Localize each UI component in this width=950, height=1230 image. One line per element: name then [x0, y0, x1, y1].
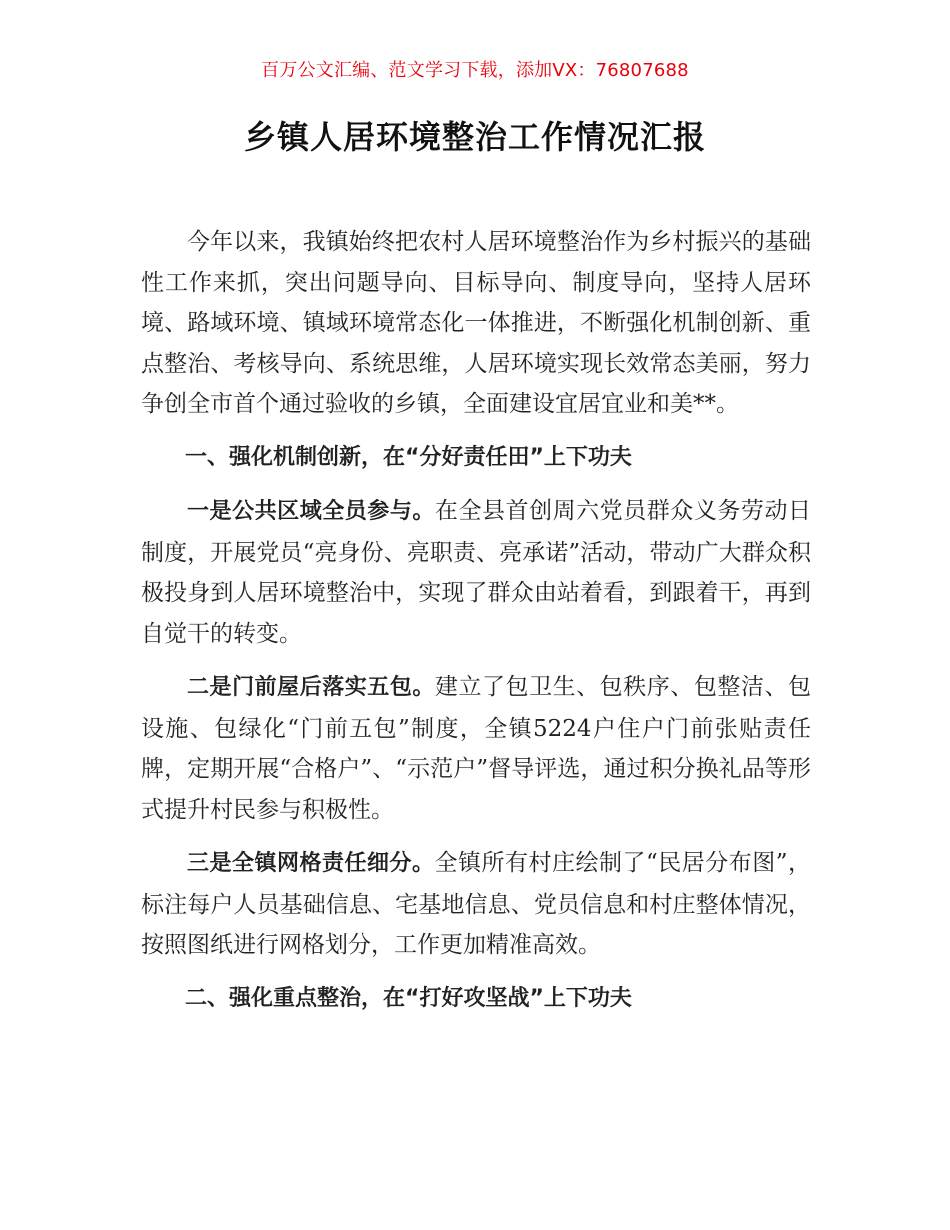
item-text: 全镇所有村庄绘制了“民居分布图”，标注每户人员基础信息、宅基地信息、党员信息和村庄整体情况，按照图纸进行网格划分，工作更加精准高效。 — [141, 850, 811, 958]
document-body — [141, 222, 811, 1032]
section-heading-2: 二、强化重点整治，在“打好攻坚战”上下功夫 — [185, 985, 632, 1011]
section1-item-1 — [141, 491, 811, 654]
section1-item-3 — [141, 843, 811, 966]
item-lead: 二是门前屋后落实五包。 — [187, 675, 435, 700]
section1-item-2 — [141, 667, 811, 830]
section-heading-1: 一、强化机制创新，在“分好责任田”上下功夫 — [185, 444, 632, 470]
item-lead: 一是公共区域全员参与。 — [187, 499, 435, 524]
intro-paragraph: 今年以来，我镇始终把农村人居环境整治作为乡村振兴的基础性工作来抓，突出问题导向、目标导向、制度导向，坚持人居环境、路域环境、镇域环境常态化一体推进，不断强化机制创新、重点整治、考核导向、系统思维，人居环境实现长效常态美丽，努力争创全市首个通过验收的乡镇，全面建设宜居宜业和美**。 — [141, 229, 811, 417]
header-note: 百万公文汇编、范文学习下载，添加VX：76807688 — [261, 60, 689, 81]
item-text: 在全县首创周六党员群众义务劳动日制度，开展党员“亮身份、亮职责、亮承诺”活动，带动广大群众积极投身到人居环境整治中，实现了群众由站着看，到跟着干，再到自觉干的转变。 — [141, 498, 811, 647]
item-text: 建立了包卫生、包秩序、包整洁、包设施、包绿化“门前五包”制度，全镇5224户住户门前张贴责任牌，定期开展“合格户”、“示范户”督导评选，通过积分换礼品等形式提升村民参与积极性。 — [141, 674, 811, 823]
item-lead: 三是全镇网格责任细分。 — [187, 851, 435, 876]
document-title: 乡镇人居环境整治工作情况汇报 — [243, 118, 706, 156]
